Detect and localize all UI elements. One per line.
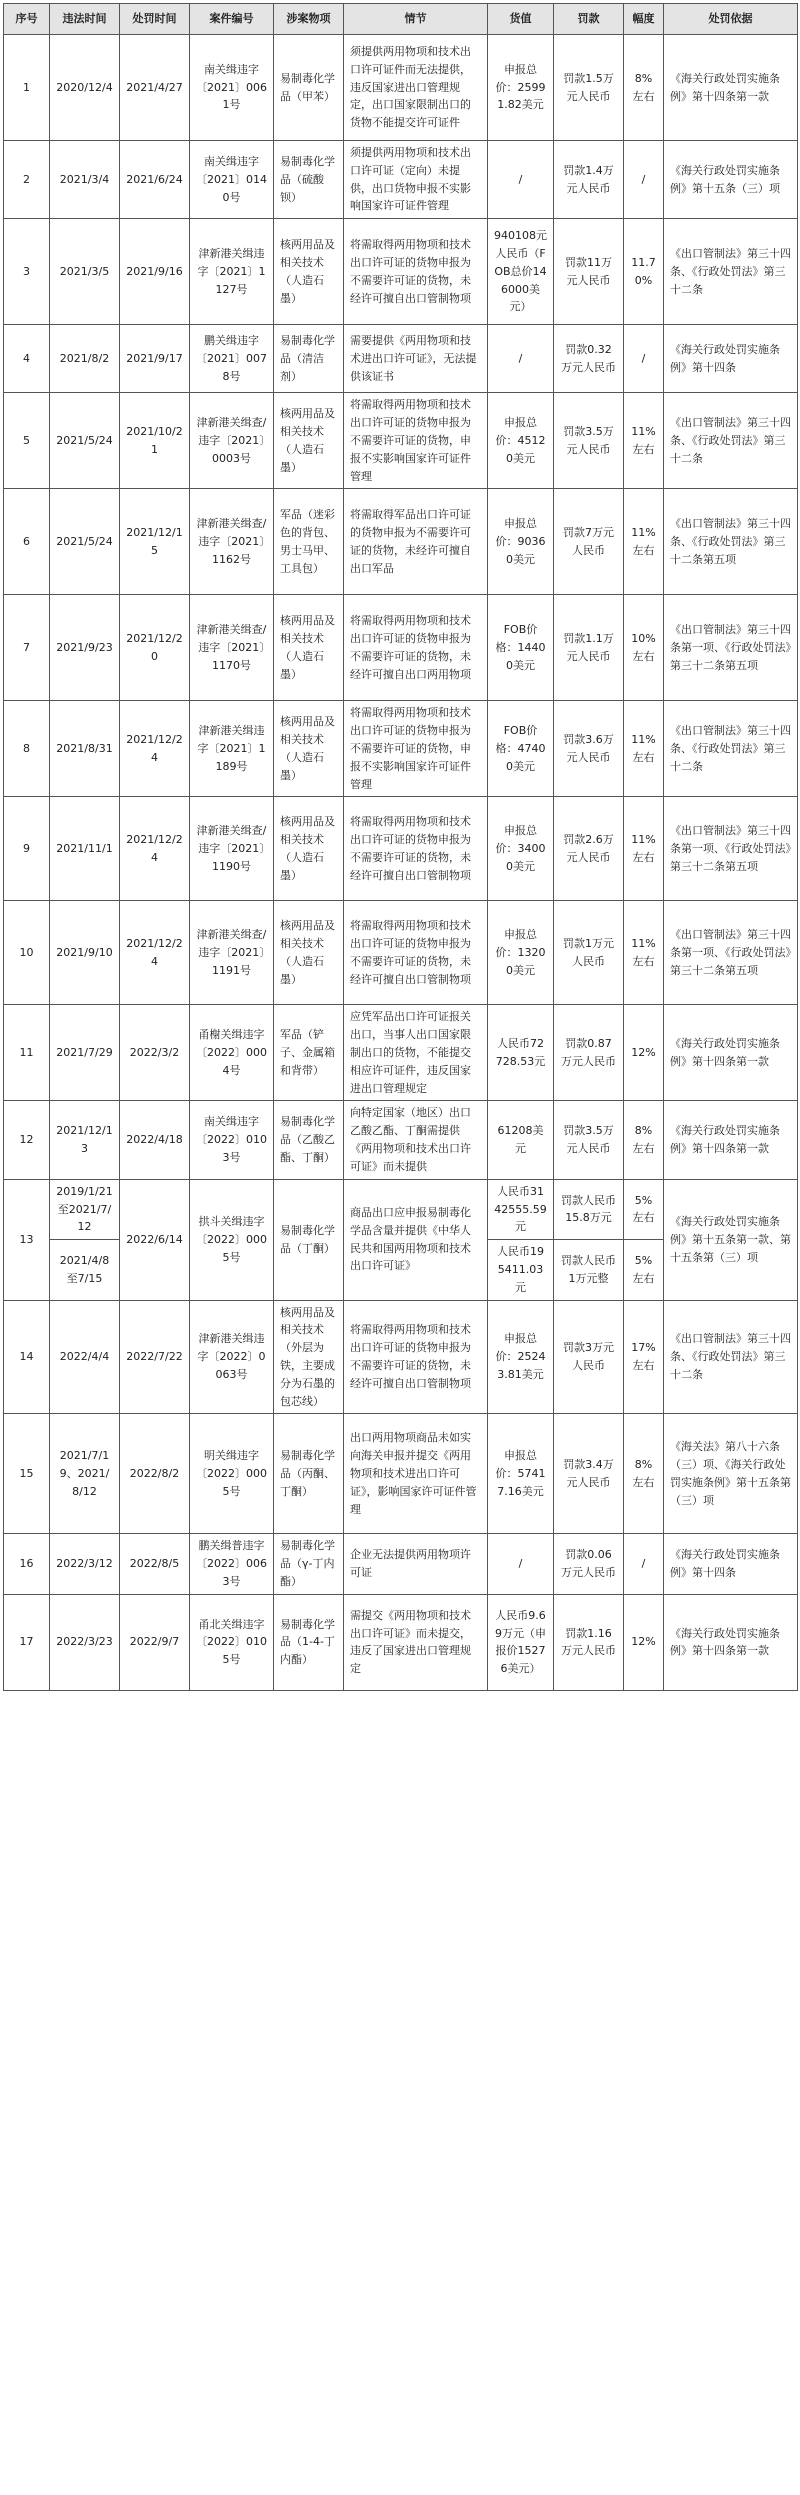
cell-case-no: 津新港关缉违字〔2021〕1189号 [190,701,274,797]
cell-violation-time: 2021/5/24 [50,489,120,595]
cell-value: 申报总价：45120美元 [488,393,554,489]
cell-penalty-time: 2021/10/21 [120,393,190,489]
cell-basis: 《海关行政处罚实施条例》第十五条第一款、第十五条第（三）项 [664,1179,798,1300]
cell-plot: 向特定国家（地区）出口乙酸乙酯、丁酮需提供《两用物项和技术出口许可证》而未提供 [344,1101,488,1179]
header-violation-time: 违法时间 [50,4,120,35]
header-value: 货值 [488,4,554,35]
cell-value: FOB价格：47400美元 [488,701,554,797]
cell-case-no: 鹏关缉违字〔2021〕0078号 [190,325,274,393]
cell-basis: 《海关行政处罚实施条例》第十五条（三）项 [664,141,798,219]
cell-violation-time: 2021/3/4 [50,141,120,219]
cell-range: 8%左右 [624,1101,664,1179]
cell-range: 11%左右 [624,901,664,1005]
cell-no: 6 [4,489,50,595]
cell-range: 8%左右 [624,35,664,141]
table-row [4,219,798,325]
cell-item: 军品（铲子、金属箱和背带） [274,1005,344,1101]
cell-item: 易制毒化学品（乙酸乙酯、丁酮） [274,1101,344,1179]
cell-item: 核两用品及相关技术（人造石墨） [274,393,344,489]
cell-penalty-time: 2021/12/24 [120,901,190,1005]
table-row [4,1005,798,1101]
cell-case-no: 南关缉违字〔2022〕0103号 [190,1101,274,1179]
cell-value: 申报总价：34000美元 [488,797,554,901]
cell-plot: 将需取得两用物项和技术出口许可证的货物申报为不需要许可证的货物，未经许可擅自出口管制物项 [344,797,488,901]
table-row [4,901,798,1005]
table-row [4,489,798,595]
table-row [4,1101,798,1179]
cell-basis: 《出口管制法》第三十四条、《行政处罚法》第三十二条 [664,701,798,797]
cell-range: 11%左右 [624,393,664,489]
cell-violation-time: 2022/4/4 [50,1300,120,1414]
cell-range: 12% [624,1594,664,1690]
cell-range: / [624,1534,664,1594]
cell-range: 11%左右 [624,489,664,595]
cell-item: 核两用品及相关技术（人造石墨） [274,595,344,701]
cell-fine: 罚款3.4万元人民币 [554,1414,624,1534]
header-item: 涉案物项 [274,4,344,35]
cell-case-no: 津新港关缉违字〔2022〕0063号 [190,1300,274,1414]
cell-violation-time: 2021/3/5 [50,219,120,325]
cell-no: 8 [4,701,50,797]
cell-penalty-time: 2021/12/15 [120,489,190,595]
cell-value: / [488,1534,554,1594]
header-case-no: 案件编号 [190,4,274,35]
cell-range: 12% [624,1005,664,1101]
cell-violation-time: 2021/8/31 [50,701,120,797]
cell-no: 14 [4,1300,50,1414]
cell-plot: 企业无法提供两用物项许可证 [344,1534,488,1594]
cell-case-no: 津新港关缉查/违字〔2021〕1191号 [190,901,274,1005]
cell-violation-time: 2021/7/29 [50,1005,120,1101]
cell-value: 人民币195411.03元 [488,1240,554,1300]
cell-no: 17 [4,1594,50,1690]
cell-plot: 将需取得两用物项和技术出口许可证的货物申报为不需要许可证的货物，未经许可擅自出口管制物项 [344,219,488,325]
cell-basis: 《出口管制法》第三十四条第一项、《行政处罚法》第三十二条第五项 [664,797,798,901]
cell-plot: 将需取得两用物项和技术出口许可证的货物申报为不需要许可证的货物，未经许可擅自出口管制物项 [344,1300,488,1414]
cell-no: 10 [4,901,50,1005]
cell-case-no: 南关缉违字〔2021〕0140号 [190,141,274,219]
cell-penalty-time: 2022/3/2 [120,1005,190,1101]
cell-violation-time: 2022/3/12 [50,1534,120,1594]
cell-violation-time: 2021/4/8至7/15 [50,1240,120,1300]
cell-value: 申报总价：57417.16美元 [488,1414,554,1534]
cell-basis: 《海关行政处罚实施条例》第十四条第一款 [664,35,798,141]
cell-no: 3 [4,219,50,325]
cell-violation-time: 2021/9/10 [50,901,120,1005]
cell-basis: 《出口管制法》第三十四条、《行政处罚法》第三十二条 [664,219,798,325]
header-row [4,4,798,35]
table-row [4,1414,798,1534]
cell-penalty-time: 2021/12/20 [120,595,190,701]
table-row [4,1534,798,1594]
cell-case-no: 甬北关缉违字〔2022〕0105号 [190,1594,274,1690]
cell-case-no: 津新港关缉查/违字〔2021〕1170号 [190,595,274,701]
cell-violation-time: 2022/3/23 [50,1594,120,1690]
table-row [4,595,798,701]
cell-fine: 罚款1.4万元人民币 [554,141,624,219]
cell-basis: 《出口管制法》第三十四条、《行政处罚法》第三十二条第五项 [664,489,798,595]
cell-no: 5 [4,393,50,489]
cell-plot: 将需取得两用物项和技术出口许可证的货物申报为不需要许可证的货物，申报不实影响国家许可证件管理 [344,393,488,489]
cell-basis: 《海关行政处罚实施条例》第十四条第一款 [664,1101,798,1179]
cell-no: 1 [4,35,50,141]
cell-violation-time: 2021/9/23 [50,595,120,701]
cell-value: / [488,325,554,393]
cell-fine: 罚款3.6万元人民币 [554,701,624,797]
cell-basis: 《出口管制法》第三十四条第一项、《行政处罚法》第三十二条第五项 [664,901,798,1005]
cell-value: 61208美元 [488,1101,554,1179]
table-row [4,325,798,393]
cell-penalty-time: 2022/8/5 [120,1534,190,1594]
penalty-cases-table [3,3,798,1691]
header-range: 幅度 [624,4,664,35]
cell-no: 4 [4,325,50,393]
cell-plot: 将需取得两用物项和技术出口许可证的货物申报为不需要许可证的货物，未经许可擅自出口管制物项 [344,901,488,1005]
cell-fine: 罚款人民币1万元整 [554,1240,624,1300]
header-plot: 情节 [344,4,488,35]
header-no: 序号 [4,4,50,35]
cell-case-no: 甬榭关缉违字〔2022〕0004号 [190,1005,274,1101]
cell-item: 易制毒化学品（甲苯） [274,35,344,141]
cell-penalty-time: 2022/8/2 [120,1414,190,1534]
cell-item: 军品（迷彩色的背包、男士马甲、工具包） [274,489,344,595]
cell-case-no: 明关缉违字〔2022〕0005号 [190,1414,274,1534]
table-row [4,393,798,489]
cell-item: 易制毒化学品（1-4-丁内酯） [274,1594,344,1690]
cell-plot: 将需取得军品出口许可证的货物申报为不需要许可证的货物，未经许可擅自出口军品 [344,489,488,595]
cell-range: 10%左右 [624,595,664,701]
cell-item: 易制毒化学品（硫酸钡） [274,141,344,219]
cell-item: 核两用品及相关技术（外层为铁，主要成分为石墨的包芯线） [274,1300,344,1414]
cell-range: / [624,325,664,393]
table-row [4,797,798,901]
cell-penalty-time: 2022/4/18 [120,1101,190,1179]
cell-value: 人民币72728.53元 [488,1005,554,1101]
cell-item: 易制毒化学品（清洁剂） [274,325,344,393]
cell-item: 易制毒化学品（γ-丁内酯） [274,1534,344,1594]
cell-fine: 罚款0.87万元人民币 [554,1005,624,1101]
table-body [4,35,798,1691]
cell-no: 11 [4,1005,50,1101]
cell-value: 申报总价：25991.82美元 [488,35,554,141]
cell-fine: 罚款1.16万元人民币 [554,1594,624,1690]
cell-basis: 《海关行政处罚实施条例》第十四条第一款 [664,1005,798,1101]
cell-plot: 须提供两用物项和技术出口许可证（定向）未提供，出口货物申报不实影响国家许可证件管理 [344,141,488,219]
cell-fine: 罚款1万元人民币 [554,901,624,1005]
cell-fine: 罚款2.6万元人民币 [554,797,624,901]
cell-item: 易制毒化学品（丁酮） [274,1179,344,1300]
table-row [4,35,798,141]
cell-case-no: 津新港关缉查/违字〔2021〕0003号 [190,393,274,489]
cell-item: 核两用品及相关技术（人造石墨） [274,797,344,901]
cell-no: 9 [4,797,50,901]
cell-fine: 罚款3万元人民币 [554,1300,624,1414]
cell-case-no: 南关缉违字〔2021〕0061号 [190,35,274,141]
cell-value: 申报总价：13200美元 [488,901,554,1005]
cell-case-no: 津新港关缉查/违字〔2021〕1162号 [190,489,274,595]
cell-violation-time: 2021/5/24 [50,393,120,489]
cell-penalty-time: 2021/9/17 [120,325,190,393]
table-row [4,701,798,797]
cell-plot: 须提供两用物项和技术出口许可证件而无法提供，违反国家进出口管理规定，出口国家限制出口的货物不能提交许可证件 [344,35,488,141]
cell-range: 17%左右 [624,1300,664,1414]
cell-penalty-time: 2021/4/27 [120,35,190,141]
cell-item: 核两用品及相关技术（人造石墨） [274,219,344,325]
header-fine: 罚款 [554,4,624,35]
cell-fine: 罚款0.06万元人民币 [554,1534,624,1594]
cell-value: 人民币9.69万元（申报价15276美元） [488,1594,554,1690]
cell-plot: 将需取得两用物项和技术出口许可证的货物申报为不需要许可证的货物，未经许可擅自出口两用物项 [344,595,488,701]
cell-penalty-time: 2022/6/14 [120,1179,190,1300]
table-row [4,141,798,219]
cell-basis: 《海关行政处罚实施条例》第十四条第一款 [664,1594,798,1690]
cell-fine: 罚款0.32万元人民币 [554,325,624,393]
cell-fine: 罚款1.5万元人民币 [554,35,624,141]
cell-value: 940108元人民币（FOB总价146000美元） [488,219,554,325]
cell-plot: 应凭军品出口许可证报关出口，当事人出口国家限制出口的货物，不能提交相应许可证件，违反国家进出口管理规定 [344,1005,488,1101]
cell-violation-time: 2021/7/19、2021/8/12 [50,1414,120,1534]
cell-no: 16 [4,1534,50,1594]
cell-value: / [488,141,554,219]
cell-case-no: 津新港关缉违字〔2021〕1127号 [190,219,274,325]
cell-value: 申报总价：90360美元 [488,489,554,595]
cell-fine: 罚款人民币15.8万元 [554,1179,624,1239]
cell-item: 核两用品及相关技术（人造石墨） [274,701,344,797]
cell-fine: 罚款3.5万元人民币 [554,393,624,489]
cell-violation-time: 2021/12/13 [50,1101,120,1179]
cell-no: 15 [4,1414,50,1534]
cell-case-no: 鹏关缉普违字〔2022〕0063号 [190,1534,274,1594]
cell-plot: 需要提供《两用物项和技术进出口许可证》，无法提供该证书 [344,325,488,393]
cell-plot: 商品出口应申报易制毒化学品含量并提供《中华人民共和国两用物项和技术出口许可证》 [344,1179,488,1300]
cell-penalty-time: 2022/9/7 [120,1594,190,1690]
table-row [4,1594,798,1690]
cell-penalty-time: 2021/12/24 [120,797,190,901]
table-row [4,1300,798,1414]
cell-basis: 《出口管制法》第三十四条、《行政处罚法》第三十二条 [664,1300,798,1414]
header-penalty-time: 处罚时间 [120,4,190,35]
cell-basis: 《出口管制法》第三十四条、《行政处罚法》第三十二条 [664,393,798,489]
cell-case-no: 拱斗关缉违字〔2022〕0005号 [190,1179,274,1300]
cell-no: 7 [4,595,50,701]
cell-penalty-time: 2021/12/24 [120,701,190,797]
cell-violation-time: 2021/11/1 [50,797,120,901]
cell-range: 5%左右 [624,1240,664,1300]
cell-basis: 《海关行政处罚实施条例》第十四条 [664,325,798,393]
cell-item: 易制毒化学品（丙酮、丁酮） [274,1414,344,1534]
table-row [4,1179,798,1239]
cell-penalty-time: 2021/9/16 [120,219,190,325]
cell-basis: 《出口管制法》第三十四条第一项、《行政处罚法》第三十二条第五项 [664,595,798,701]
cell-range: 11%左右 [624,701,664,797]
header-basis: 处罚依据 [664,4,798,35]
cell-no: 2 [4,141,50,219]
cell-violation-time: 2021/8/2 [50,325,120,393]
cell-penalty-time: 2022/7/22 [120,1300,190,1414]
cell-item: 核两用品及相关技术（人造石墨） [274,901,344,1005]
cell-plot: 将需取得两用物项和技术出口许可证的货物申报为不需要许可证的货物，申报不实影响国家许可证件管理 [344,701,488,797]
cell-basis: 《海关法》第八十六条（三）项、《海关行政处罚实施条例》第十五条第（三）项 [664,1414,798,1534]
cell-no: 12 [4,1101,50,1179]
cell-no: 13 [4,1179,50,1300]
cell-violation-time: 2019/1/21至2021/7/12 [50,1179,120,1239]
cell-range: 8%左右 [624,1414,664,1534]
cell-fine: 罚款3.5万元人民币 [554,1101,624,1179]
cell-plot: 出口两用物项商品未如实向海关申报并提交《两用物项和技术进出口许可证》，影响国家许可证件管理 [344,1414,488,1534]
cell-case-no: 津新港关缉查/违字〔2021〕1190号 [190,797,274,901]
cell-plot: 需提交《两用物项和技术出口许可证》而未提交，违反了国家进出口管理规定 [344,1594,488,1690]
cell-range: / [624,141,664,219]
cell-range: 11.70% [624,219,664,325]
cell-basis: 《海关行政处罚实施条例》第十四条 [664,1534,798,1594]
cell-fine: 罚款11万元人民币 [554,219,624,325]
cell-value: 申报总价：25243.81美元 [488,1300,554,1414]
cell-fine: 罚款1.1万元人民币 [554,595,624,701]
cell-violation-time: 2020/12/4 [50,35,120,141]
cell-fine: 罚款7万元人民币 [554,489,624,595]
cell-value: FOB价格：14400美元 [488,595,554,701]
cell-range: 11%左右 [624,797,664,901]
cell-value: 人民币3142555.59元 [488,1179,554,1239]
cell-range: 5%左右 [624,1179,664,1239]
cell-penalty-time: 2021/6/24 [120,141,190,219]
